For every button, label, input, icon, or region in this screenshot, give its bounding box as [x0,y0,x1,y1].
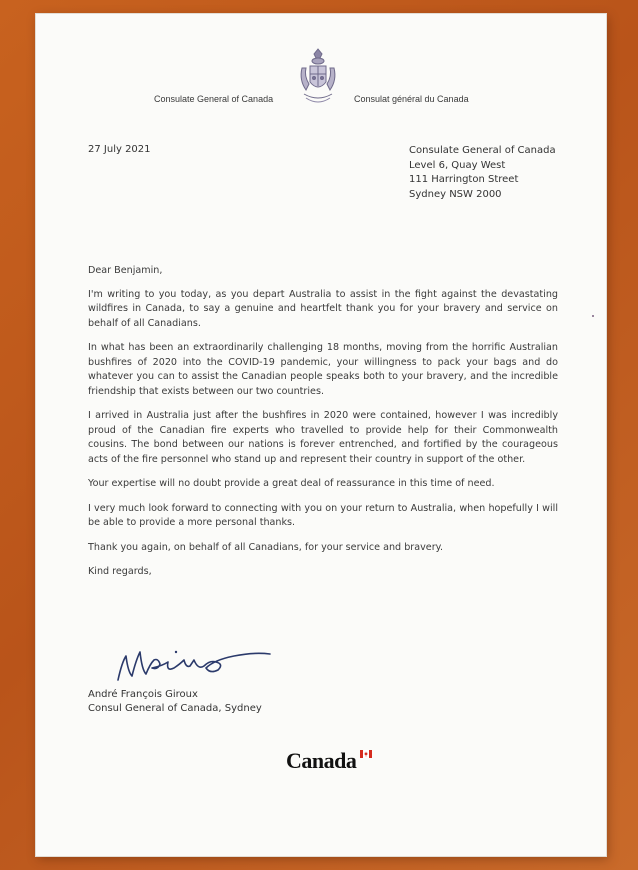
paragraph: In what has been an extraordinarily challenging 18 months, moving from the horrific Australian bushfires of 2020 into the COVID-19 pandemic, your willingness to pack your bags and do whatever you can to assist the Canadian people speaks both to your bravery, and the incredible friendship that exists between our two countries. [88,342,558,397]
letter-body [88,264,558,590]
paragraph: I very much look forward to connecting with you on your return to Australia, when hopefully I will be able to provide a more personal thanks. [88,502,558,528]
paragraph: I'm writing to you today, as you depart Australia to assist in the fight against the devastating wildfires in Canada, to say a genuine and heartfelt thank you for your bravery and service on behalf of all Canadians. [88,288,558,329]
address-line: Sydney NSW 2000 [409,188,502,200]
paragraph: I arrived in Australia just after the bushfires in 2020 were contained, however I was incredibly proud of the Canadian fire experts who travelled to provide help for their Commonwealth cousins. The bond between our nations is forever entrenched, and fortified by the courageous acts of the fire personnel who stand up and represent their country in support of the other. [88,410,558,465]
letter-date: 27 July 2021 [88,144,151,155]
canada-flag-icon [360,750,372,758]
paragraph: Thank you again, on behalf of all Canadians, for your service and bravery. [88,541,443,553]
signature-block [88,688,262,716]
address-line: Level 6, Quay West [409,159,506,171]
closing: Kind regards, [88,566,152,577]
sender-address [409,144,556,202]
signer-title: Consul General of Canada, Sydney [88,703,262,714]
address-line: Consulate General of Canada [409,145,556,156]
handwritten-signature [114,642,274,686]
salutation: Dear Benjamin, [88,265,163,276]
address-line: 111 Harrington Street [409,174,519,185]
paper-speck [592,315,594,317]
letterhead-english: Consulate General of Canada [154,94,274,104]
signer-name: André François Giroux [88,689,198,700]
coat-of-arms-icon [294,46,342,110]
canada-wordmark: Canada [286,748,357,773]
letterhead-french: Consulat général du Canada [354,94,469,104]
letter-page [36,14,606,856]
paragraph: Your expertise will no doubt provide a great deal of reassurance in this time of need. [88,478,495,489]
